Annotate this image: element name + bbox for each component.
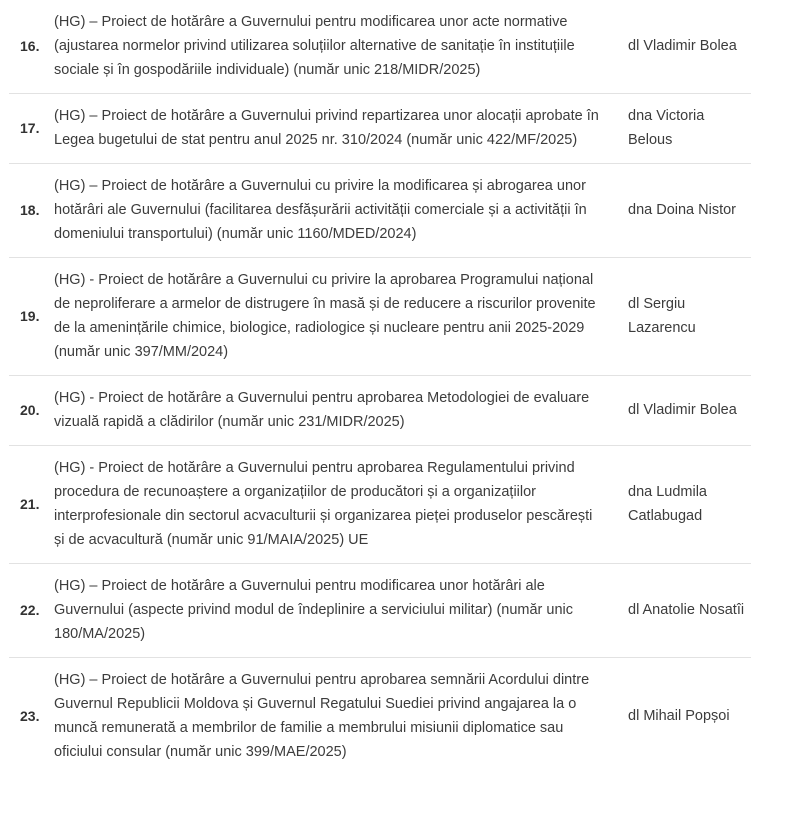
table-row [9, 94, 751, 164]
item-description: (HG) – Proiect de hotărâre a Guvernului pentru aprobarea semnării Acordului dintre Guvernul Republicii Moldova și Guvernul Regatului Suediei privind angajarea la o muncă remunerată a membrilor de familie a membrului misiunii diplomatice sau oficiului consular (număr unic 399/MAE/2025) [54, 672, 590, 760]
item-number: 19. [9, 258, 53, 376]
item-description: (HG) – Proiect de hotărâre a Guvernului privind repartizarea unor alocații aprobate în Legea bugetului de stat pentru anul 2025 nr. 310/2024 (număr unic 422/MF/2025) [53, 94, 626, 164]
item-number: 17. [9, 94, 53, 164]
agenda-table [9, 0, 751, 775]
table-row [9, 376, 751, 446]
table-row [9, 564, 751, 658]
item-description: (HG) – Proiect de hotărâre a Guvernului pentru modificarea unor hotărâri ale Guvernului (aspecte privind modul de îndeplinire a serviciului militar) (număr unic 180/MA/2025) [53, 564, 626, 658]
item-responsible: dl Vladimir Bolea [626, 376, 751, 446]
item-description: (HG) - Proiect de hotărâre a Guvernului cu privire la aprobarea Programului național de neproliferare a armelor de distrugere în masă și de reducere a riscurilor provenite de la amenințările chimice, biologice, radiologice și nucleare pentru anii 2025-2029 (număr unic 397/MM/2024) [53, 258, 626, 376]
item-description: (HG) – Proiect de hotărâre a Guvernului cu privire la modificarea și abrogarea unor hotărâri ale Guvernului (facilitarea desfășurării activității comerciale și a activității în domeniului transportului) (număr unic 1160/MDED/2024) [53, 164, 626, 258]
item-responsible: dna Doina Nistor [626, 164, 751, 258]
item-responsible: dl Anatolie Nosatîi [626, 564, 751, 658]
table-row [9, 0, 751, 94]
item-number: 23. [20, 708, 40, 724]
table-row [9, 258, 751, 376]
table-row [9, 446, 751, 564]
item-description: (HG) - Proiect de hotărâre a Guvernului pentru aprobarea Regulamentului privind procedura de recunoaștere a organizațiilor de producători și a organizațiilor interprofesionale din sectorul acvaculturii și organizarea pieței produselor pescărești și de acvacultură (număr unic 91/MAIA/2025) UE [53, 446, 626, 564]
item-number: 22. [9, 564, 53, 658]
item-number: 16. [9, 0, 53, 94]
item-responsible: dl Vladimir Bolea [626, 0, 751, 94]
item-responsible: dna Ludmila Catlabugad [626, 446, 751, 564]
item-number: 21. [9, 446, 53, 564]
item-responsible: dl Sergiu Lazarencu [626, 258, 751, 376]
table-row [9, 164, 751, 258]
item-description: (HG) - Proiect de hotărâre a Guvernului pentru aprobarea Metodologiei de evaluare vizuală rapidă a clădirilor (număr unic 231/MIDR/2025) [53, 376, 626, 446]
item-responsible: dl Mihail Popșoi [628, 708, 730, 724]
item-responsible: dna Victoria Belous [626, 94, 751, 164]
item-number: 18. [9, 164, 53, 258]
table-row [9, 658, 751, 776]
item-description: (HG) – Proiect de hotărâre a Guvernului pentru modificarea unor acte normative (ajustarea normelor privind utilizarea soluțiilor alternative de sanitație în instituțiile sociale și în gospodăriile individuale) (număr unic 218/MIDR/2025) [53, 0, 626, 94]
item-number: 20. [9, 376, 53, 446]
